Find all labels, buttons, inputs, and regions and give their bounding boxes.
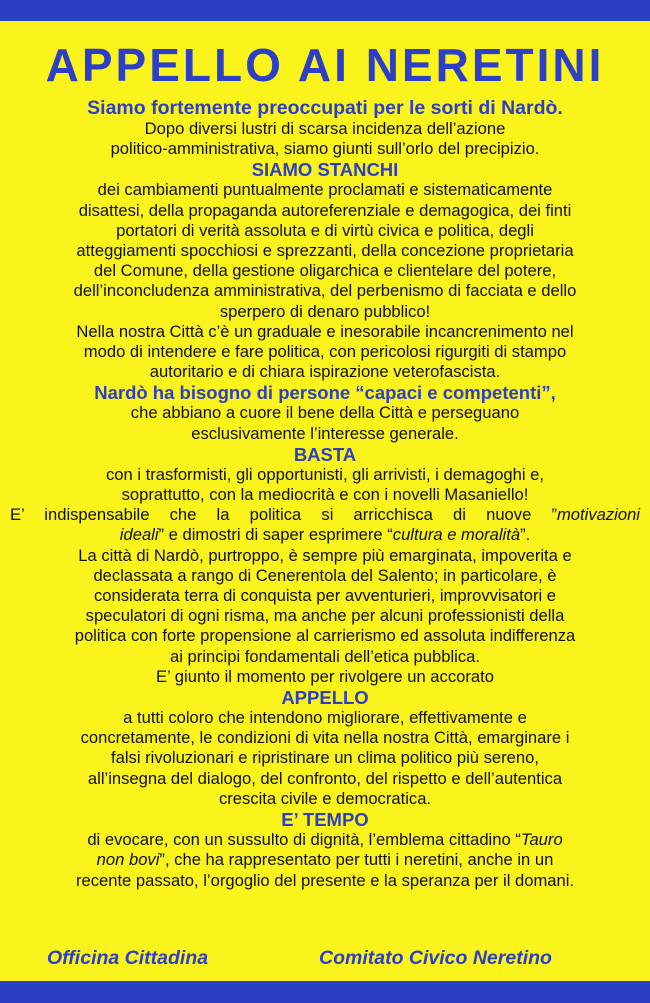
- text-line: disattesi, della propaganda autoreferenziale e demagogica, dei finti: [78, 200, 572, 220]
- text-line: sperpero di denaro pubblico!: [219, 301, 431, 321]
- text-line: che abbiano a cuore il bene della Città e perseguano: [130, 403, 520, 423]
- text-line: politico-amministrativa, siamo giunti sull’orlo del precipizio.: [110, 139, 540, 159]
- text-line: autoritario e di chiara ispirazione veterofascista.: [149, 362, 501, 382]
- text-line: modo di intendere e fare politica, con pericolosi rigurgiti di stampo: [83, 342, 567, 362]
- text-line: [10, 505, 640, 525]
- text-span: E’ indispensabile che la politica si arricchisca di nuove ”: [10, 505, 557, 525]
- text-span: di evocare, con un sussulto di dignità, l’emblema cittadino “: [87, 830, 521, 850]
- text-line: [10, 850, 640, 870]
- text-line: portatori di verità assoluta e di virtù civica e politica, degli: [116, 220, 534, 240]
- text-line: declassata a rango di Cenerentola del Salento; in particolare, è: [93, 565, 557, 585]
- text-line: esclusivamente l’interesse generale.: [191, 423, 459, 443]
- text-line: considerata terra di conquista per avventurieri, improvvisatori e: [93, 586, 557, 606]
- poster: [0, 21, 650, 981]
- section-heading-appello: APPELLO: [281, 687, 369, 709]
- text-line: [10, 830, 640, 850]
- text-line: recente passato, l’orgoglio del presente e la speranza per il domani.: [75, 870, 575, 890]
- text-span: ”, che ha rappresentato per tutti i neretini, anche in un: [159, 850, 554, 870]
- text-line: E’ giunto il momento per rivolgere un accorato: [156, 666, 494, 686]
- text-line: concretamente, le condizioni di vita nella nostra Città, emarginare i: [80, 728, 570, 748]
- signature-officina: Officina Cittadina: [47, 947, 209, 969]
- text-line: atteggiamenti spocchiosi e sprezzanti, della concezione proprietaria: [76, 241, 574, 261]
- text-span: ” e dimostri di saper esprimere “: [158, 525, 393, 545]
- emphasis-text: motivazioni: [556, 505, 640, 525]
- text-line: dell’inconcludenza amministrativa, del perbenismo di facciata e dello: [73, 281, 577, 301]
- section-heading-stanchi: SIAMO STANCHI: [251, 159, 399, 181]
- emphasis-text: non bovi: [96, 850, 160, 870]
- section-heading-tempo: E’ TEMPO: [281, 809, 369, 831]
- page-title: APPELLO AI NERETINI: [45, 39, 605, 91]
- text-line: politica con forte propensione al carrierismo ed assoluta indifferenza: [74, 626, 576, 646]
- text-line: ai principi fondamentali dell’etica pubblica.: [170, 646, 480, 666]
- emphasis-text: Tauro: [520, 830, 563, 850]
- emphasis-text: ideali: [119, 525, 159, 545]
- text-line: Nella nostra Città c’è un graduale e inesorabile incancrenimento nel: [76, 321, 574, 341]
- emphasis-text: cultura e moralità: [392, 525, 521, 545]
- signature-comitato: Comitato Civico Neretino: [319, 947, 552, 969]
- text-line: Dopo diversi lustri di scarsa incidenza dell’azione: [144, 119, 506, 138]
- text-line: all’insegna del dialogo, del confronto, del rispetto e dell’autentica: [87, 768, 563, 788]
- text-line: soprattutto, con la mediocrità e con i novelli Masaniello!: [121, 485, 529, 505]
- text-line: [10, 525, 640, 545]
- text-line: con i trasformisti, gli opportunisti, gli arrivisti, i demagoghi e,: [105, 464, 545, 484]
- text-line: crescita civile e democratica.: [218, 788, 432, 808]
- text-line: La città di Nardò, purtroppo, è sempre più emarginata, impoverita e: [78, 545, 572, 565]
- appeal-text: [10, 97, 640, 891]
- lead-heading: Siamo fortemente preoccupati per le sorti di Nardò.: [87, 97, 563, 119]
- section-heading-bisogno: Nardò ha bisogno di persone “capaci e competenti”,: [94, 382, 556, 404]
- text-line: del Comune, della gestione oligarchica e clientelare del potere,: [93, 261, 557, 281]
- text-span: ”.: [520, 525, 531, 545]
- text-line: speculatori di ogni risma, ma anche per alcuni professionisti della: [85, 606, 565, 626]
- text-line: a tutti coloro che intendono migliorare, effettivamente e: [123, 708, 527, 728]
- section-heading-basta: BASTA: [293, 443, 357, 465]
- text-line: dei cambiamenti puntualmente proclamati e sistematicamente: [97, 180, 553, 200]
- text-line: falsi rivoluzionari e ripristinare un clima politico più sereno,: [111, 748, 539, 768]
